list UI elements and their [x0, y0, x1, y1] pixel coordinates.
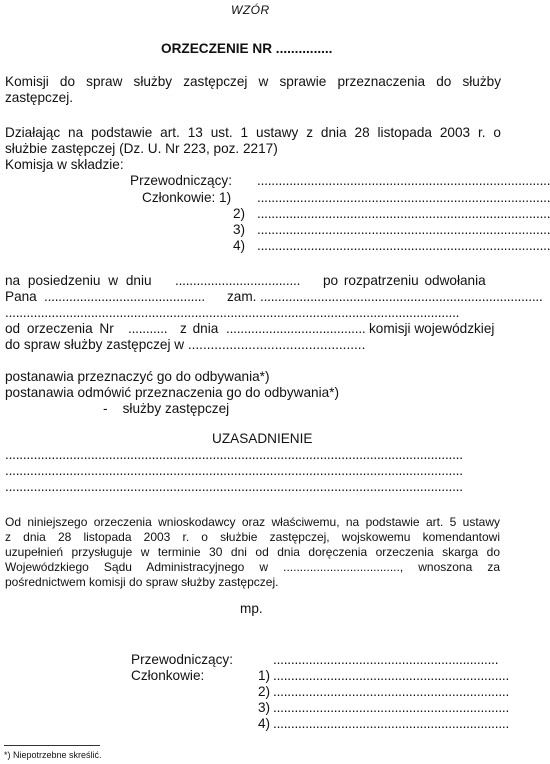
- address-field[interactable]: ...............................................................................: [260, 289, 543, 304]
- signature-member-2-number: 2): [258, 684, 271, 699]
- decision-refuse: postanawia odmówić przeznaczenia go do odbywania*): [5, 385, 340, 400]
- member-4-field[interactable]: ..................................................................................: [257, 238, 550, 253]
- signature-member-4-number: 4): [258, 716, 271, 731]
- members-label: Członkowie: 1): [142, 190, 232, 205]
- pan-label: Pana: [5, 289, 37, 304]
- member-2-field[interactable]: ..................................................................................: [257, 206, 550, 221]
- zam-label: zam.: [227, 289, 257, 304]
- ruling-date-label: z dnia: [180, 321, 219, 336]
- appeal-line-1: Od niniejszego orzeczenia wnioskodawcy oraz właściwemu, na podstawie art. 5 ustawy: [5, 515, 500, 529]
- regional-commission-label: komisji wojewódzkiej: [369, 321, 495, 336]
- legal-line-1: Działając na podstawie art. 13 ust. 1 ustawy z dnia 28 listopada 2003 r. o: [5, 125, 501, 140]
- member-3-number: 3): [233, 222, 246, 237]
- appeal-line-3: uzupełnień przysługuje w terminie 30 dni od dnia doręczenia orzeczenia skarga do: [5, 545, 500, 559]
- signature-member-4-field[interactable]: ..................................................................: [273, 716, 510, 731]
- decision-service: - służby zastępczej: [103, 401, 230, 416]
- member-3-field[interactable]: ..................................................................................: [257, 222, 550, 237]
- signature-member-3-number: 3): [258, 700, 271, 715]
- address-field-line-2[interactable]: ...............................................................................................................................: [5, 305, 460, 320]
- intro-line-2: zastępczej.: [5, 90, 74, 105]
- signature-chair-field[interactable]: ...............................................................: [273, 652, 499, 667]
- document-title: ORZECZENIE NR ...............: [161, 41, 333, 56]
- decision-assign: postanawia przeznaczyć go do odbywania*): [5, 369, 270, 384]
- pan-name-field[interactable]: .............................................: [44, 289, 205, 304]
- appeal-line-4: Wojewódzkiego Sądu Administracyjnego w ..................................., wnoszona za: [5, 560, 500, 574]
- meeting-date-field[interactable]: ...................................: [175, 273, 301, 288]
- chair-label: Przewodniczący:: [130, 173, 232, 188]
- member-2-number: 2): [233, 206, 246, 221]
- legal-line-3: Komisja w składzie:: [5, 157, 124, 172]
- wzor-label: WZÓR: [231, 3, 270, 17]
- appeal-line-2: z dnia 28 listopada 2003 r. o służbie zastępczej, wojskowemu komendantowi: [5, 530, 500, 544]
- justification-line-3[interactable]: ................................................................................................................................: [5, 479, 463, 494]
- justification-line-1[interactable]: ................................................................................................................................: [5, 447, 463, 462]
- justification-line-2[interactable]: ................................................................................................................................: [5, 463, 463, 478]
- signature-member-1-number: 1): [258, 668, 271, 683]
- legal-line-2: służbie zastępczej (Dz. U. Nr 223, poz. 2217): [5, 141, 278, 156]
- footnote-separator: [4, 745, 100, 746]
- chair-field[interactable]: ..................................................................................: [257, 173, 550, 188]
- ruling-number-label: od orzeczenia Nr: [5, 321, 114, 336]
- intro-line-1: Komisji do spraw służby zastępczej w sprawie przeznaczenia do służby: [5, 74, 501, 89]
- signature-members-label: Członkowie:: [131, 668, 205, 683]
- meeting-text-a: na posiedzeniu w dniu: [5, 273, 152, 288]
- appeal-line-5: pośrednictwem komisji do spraw służby zastępczej.: [5, 575, 279, 589]
- commission-location-line: do spraw służby zastępczej w ...............................................: [5, 337, 366, 352]
- justification-heading: UZASADNIENIE: [212, 431, 313, 446]
- ruling-date-field[interactable]: .......................................: [226, 321, 366, 336]
- member-4-number: 4): [233, 238, 246, 253]
- ruling-number-field[interactable]: ...........: [128, 321, 168, 336]
- stamp-place: mp.: [240, 601, 263, 616]
- signature-member-1-field[interactable]: ..................................................................: [273, 668, 510, 683]
- signature-member-2-field[interactable]: ..................................................................: [273, 684, 510, 699]
- meeting-text-c: po rozpatrzeniu odwołania: [323, 273, 486, 288]
- signature-member-3-field[interactable]: ..................................................................: [273, 700, 510, 715]
- member-1-field[interactable]: ..................................................................................: [257, 190, 550, 205]
- footnote: *) Niepotrzebne skreślić.: [4, 750, 102, 760]
- signature-chair-label: Przewodniczący:: [131, 652, 233, 667]
